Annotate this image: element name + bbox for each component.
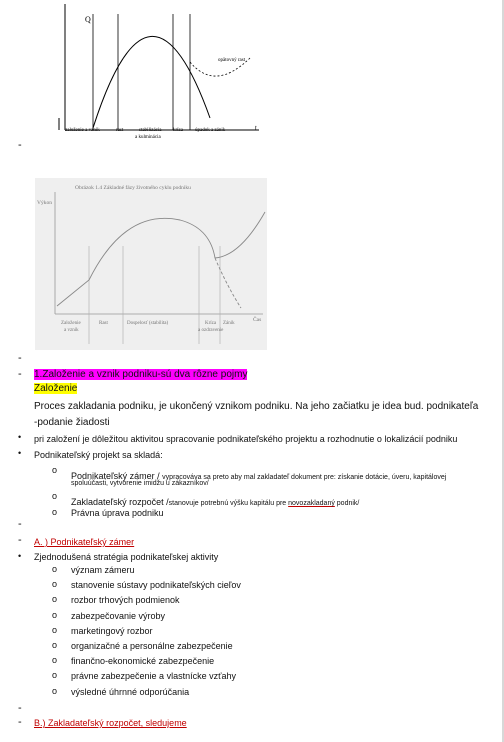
dash-marker: -	[18, 716, 22, 728]
circle-bullet-icon: o	[52, 491, 58, 501]
phase-label: Kríza	[205, 321, 217, 326]
dash-marker: -	[18, 352, 22, 364]
circle-bullet-icon: o	[52, 624, 58, 635]
strategy-item: výsledné úhrnné odporúčania	[71, 686, 190, 697]
strategy-bullet: Zjednodušená stratégia podnikateľskej aktivity	[34, 552, 219, 562]
sub-item-desc: spoluúčasti, vytvorenie imidžu u zákazníkov/	[71, 480, 209, 487]
regrowth-annotation: opätovný rast	[218, 58, 246, 63]
phase-label: stabilizácia	[139, 128, 162, 133]
circle-bullet-icon: o	[52, 564, 58, 574]
strategy-item: stanovenie sústavy podnikateľských cieľov	[71, 580, 241, 591]
sub-item-desc: vypracováva sa preto aby mal zakladateľ dokument pre: získanie dotácie, úveru, kapitálovej	[162, 474, 447, 481]
circle-bullet-icon: o	[52, 594, 58, 605]
bullet-text: pri založení je dôležitou aktivitou spracovanie podnikateľského projektu a rozhodnutie o lokalizácií podniku	[34, 434, 458, 444]
q-axis-label: Q	[85, 15, 91, 24]
process-paragraph: Proces zakladania podniku, je ukončený vznikom podniku. Na jeho začiatku je idea bud. podnikateľa	[34, 401, 479, 412]
circle-bullet-icon: o	[52, 640, 58, 650]
bullet-text: Podnikateľský projekt sa skladá:	[34, 450, 163, 460]
circle-bullet-icon: o	[52, 655, 58, 666]
bullet-dot-icon: •	[18, 448, 22, 458]
phase-label: založenie a vznik	[65, 128, 100, 133]
strategy-item: význam zámeru	[71, 565, 135, 575]
strategy-item: právne zabezpečenie a vlastnícke vzťahy	[71, 671, 236, 682]
life-cycle-figure	[55, 0, 265, 142]
phase-label: a ozdravenie	[198, 328, 224, 333]
dash-marker: -	[18, 139, 22, 151]
phase-label: Rast	[99, 321, 108, 326]
bullet-dot-icon: •	[18, 432, 22, 442]
sub-item-desc: stanovuje potrebnú výšku kapitálu pre	[168, 500, 289, 507]
section-heading: 1.Založenie a vznik podniku-sú dva rôzne pojmy	[34, 369, 248, 380]
phase-label: Zánik	[223, 321, 235, 326]
x-axis-label: Čas	[253, 317, 262, 323]
circle-bullet-icon: o	[52, 579, 58, 590]
section-a-heading: A. ) Podnikateľský zámer	[34, 537, 135, 547]
dash-marker: -	[18, 368, 22, 380]
sub-item-label: Zakladateľský rozpočet /	[71, 497, 169, 507]
circle-bullet-icon: o	[52, 507, 58, 517]
sub-item-pravna: Právna úprava podniku	[71, 508, 164, 518]
section-b-heading: B.) Zakladateľský rozpočet, sledujeme	[34, 718, 187, 728]
phase-label: a kulminácia	[135, 135, 161, 140]
strategy-item: finančno-ekonomické zabezpečenie	[71, 656, 215, 667]
zalozenie-heading: Založenie	[34, 383, 78, 394]
phase-label: Dospelosť (stabilita)	[127, 321, 169, 326]
phase-label: a vznik	[64, 328, 79, 333]
strategy-item: organizačné a personálne zabezpečenie	[71, 641, 233, 651]
strategy-item: marketingový rozbor	[71, 625, 153, 636]
phase-label: Založenie	[61, 321, 81, 326]
bullet-dot-icon: •	[18, 551, 22, 561]
dash-marker: -	[18, 702, 22, 714]
circle-bullet-icon: o	[52, 670, 58, 681]
sub-item-label: Podnikateľský zámer /	[71, 471, 163, 481]
circle-bullet-icon: o	[52, 609, 58, 620]
application-line: -podanie žiadosti	[34, 417, 110, 428]
phase-label: kríza	[173, 128, 183, 133]
circle-bullet-icon: o	[52, 465, 58, 475]
sub-item-desc: podnik/	[334, 500, 360, 507]
phase-label: rast	[116, 128, 124, 133]
sub-item-desc: novozakladaný	[288, 500, 335, 507]
diagram-title: Obrázok 1.4 Základné fázy životného cyklu podniku	[75, 185, 191, 191]
dash-marker: -	[18, 518, 22, 530]
y-axis-label: Výkon	[37, 200, 52, 206]
dash-marker: -	[18, 534, 22, 546]
life-cycle-diagram	[35, 178, 267, 350]
strategy-item: zabezpečovanie výroby	[71, 610, 166, 621]
t-axis-label: t	[255, 124, 257, 132]
phase-label: úpadok a zánik	[195, 128, 226, 133]
circle-bullet-icon: o	[52, 685, 58, 696]
strategy-item: rozbor trhových podmienok	[71, 595, 180, 606]
